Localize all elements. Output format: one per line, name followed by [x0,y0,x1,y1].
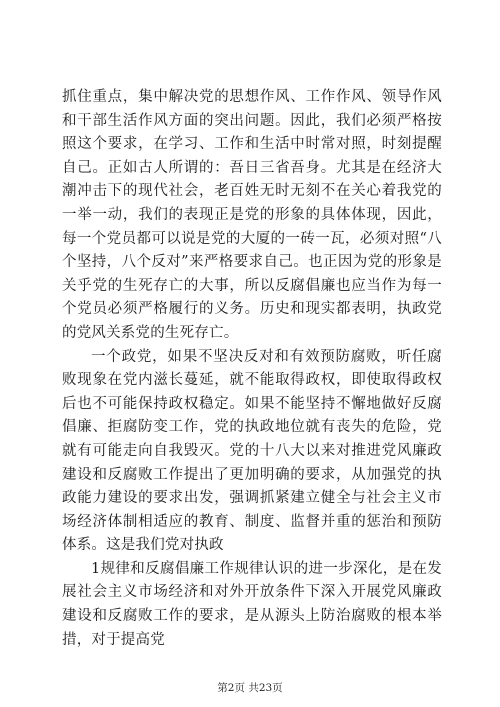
paragraph: 一个政党，如果不坚决反对和有效预防腐败，听任腐败现象在党内滋长蔓延，就不能取得政权，即使取得政权后也不可能保持政权稳定。如果不能坚持不懈地做好反腐倡廉、拒腐防变工作，党的执政地位就有丧失的危险，党就有可能走向自我毁灭。党的十八大以来对推进党风廉政建设和反腐败工作提出了更加明确的要求，从加强党的执政能力建设的要求出发，强调抓紧建立健全与社会主义市场经济体制相适应的教育、制度、监督并重的惩治和预防体系。这是我们党对执政 [62,348,442,554]
paragraph: 1规律和反腐倡廉工作规律认识的进一步深化，是在发展社会主义市场经济和对外开放条件下深入开展党风廉政建设和反腐败工作的要求，是从源头上防治腐败的根本举措，对于提高党 [62,560,442,648]
document-body [62,86,442,652]
page-footer: 第2页 共23页 [217,682,283,694]
paragraph: 抓住重点，集中解决党的思想作风、工作作风、领导作风和干部生活作风方面的突出问题。因此，我们必须严格按照这个要求，在学习、工作和生活中时常对照，时刻提醒自己。正如古人所谓的：吾日三省吾身。尤其是在经济大潮冲击下的现代社会，老百姓无时无刻不在关心着我党的一举一动，我们的表现正是党的形象的具体体现，因此，每一个党员都可以说是党的大厦的一砖一瓦，必须对照“八个坚持，八个反对”来严格要求自己。也正因为党的形象是关乎党的生死存亡的大事，所以反腐倡廉也应当作为每一个党员必须严格履行的义务。历史和现实都表明，执政党的党风关系党的生死存亡。 [62,89,442,341]
